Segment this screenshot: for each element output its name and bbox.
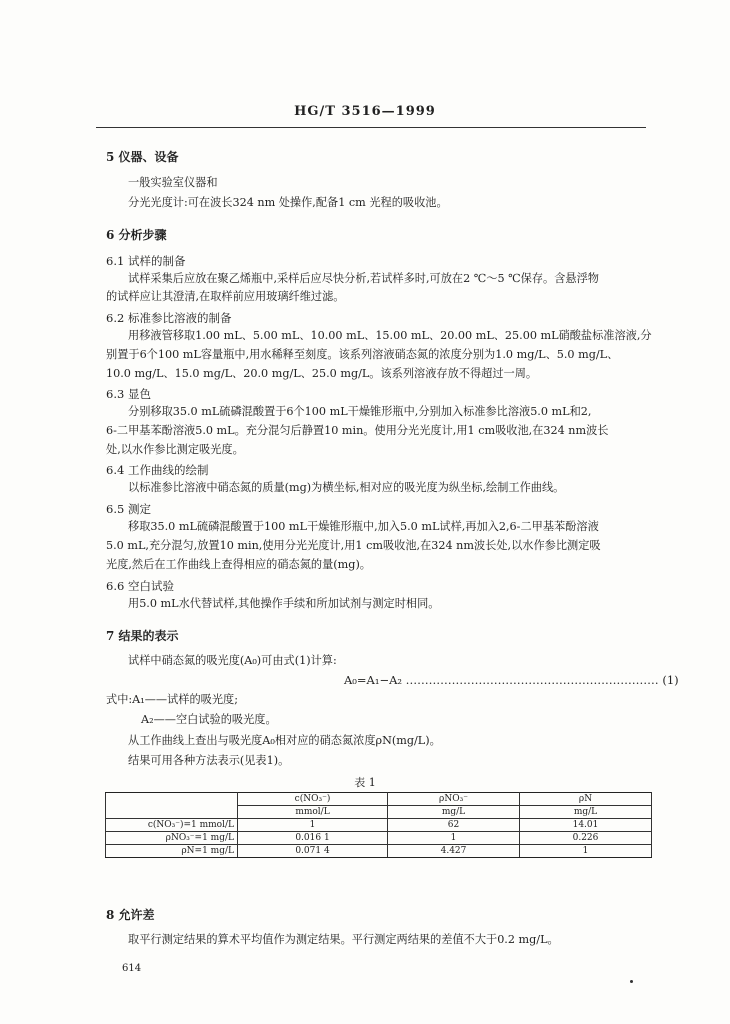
section-5-text-2: 分光光度计:可在波长324 nm 处操作,配备1 cm 光程的吸收池。 xyxy=(128,196,448,209)
header-rule xyxy=(96,127,646,128)
table-row-header: ρNO₃⁻=1 mg/L xyxy=(106,832,238,845)
section-7-line-2: 从工作曲线上查出与吸光度A₀相对应的硝态氮浓度ρN(mg/L)。 xyxy=(128,734,441,747)
section-7-line-1: 试样中硝态氮的吸光度(A₀)可由式(1)计算: xyxy=(128,654,337,667)
table-row xyxy=(106,832,652,845)
table-row xyxy=(106,845,652,858)
section-6-2-line-2: 别置于6个100 mL容量瓶中,用水稀释至刻度。该系列溶液硝态氮的浓度分别为1.0 mg/L、5.0 mg/L、 xyxy=(106,348,619,361)
section-7-line-3: 结果可用各种方法表示(见表1)。 xyxy=(128,754,290,767)
section-7-title: 7 结果的表示 xyxy=(106,629,179,643)
section-6-6-title: 6.6 空白试验 xyxy=(106,579,174,593)
formula-1: A₀=A₁−A₂ ………………………………………………………… (1) xyxy=(344,673,679,687)
table-cell: 62 xyxy=(388,819,520,832)
table-cell: 0.226 xyxy=(520,832,652,845)
table-header-row-1 xyxy=(106,793,652,806)
section-6-4-title: 6.4 工作曲线的绘制 xyxy=(106,463,209,477)
section-6-3-line-1: 分别移取35.0 mL硫磷混酸置于6个100 mL干燥锥形瓶中,分别加入标准参比溶液5.0 mL和2, xyxy=(128,405,592,418)
section-6-3-title: 6.3 显色 xyxy=(106,387,151,401)
table-corner-cell xyxy=(106,793,238,819)
section-6-title: 6 分析步骤 xyxy=(106,228,167,242)
table-cell: 0.071 4 xyxy=(238,845,388,858)
table-unit-cell: mg/L xyxy=(388,806,520,819)
table-header-cell: ρNO₃⁻ xyxy=(388,793,520,806)
table-cell: 0.016 1 xyxy=(238,832,388,845)
table-unit-cell: mmol/L xyxy=(238,806,388,819)
section-6-5-line-2: 5.0 mL,充分混匀,放置10 min,使用分光光度计,用1 cm吸收池,在324 nm波长处,以水作参比测定吸 xyxy=(106,539,601,552)
section-6-4-line-1: 以标准参比溶液中硝态氮的质量(mg)为横坐标,相对应的吸光度为纵坐标,绘制工作曲线。 xyxy=(128,481,565,494)
table-cell: 14.01 xyxy=(520,819,652,832)
section-6-5-line-3: 光度,然后在工作曲线上查得相应的硝态氮的量(mg)。 xyxy=(106,558,371,571)
table-cell: 1 xyxy=(238,819,388,832)
section-6-3-line-3: 处,以水作参比测定吸光度。 xyxy=(106,443,244,456)
table-row-header: c(NO₃⁻)=1 mmol/L xyxy=(106,819,238,832)
table-row xyxy=(106,819,652,832)
section-6-1-line-2: 的试样应让其澄清,在取样前应用玻璃纤维过滤。 xyxy=(106,290,345,303)
where-a1: 式中:A₁——试样的吸光度; xyxy=(106,693,238,706)
where-a2: A₂——空白试验的吸光度。 xyxy=(141,713,277,726)
section-6-1-title: 6.1 试样的制备 xyxy=(106,254,186,268)
table-header-cell: ρN xyxy=(520,793,652,806)
page-header: HG/T 3516—1999 xyxy=(294,104,436,119)
section-5-title: 5 仪器、设备 xyxy=(106,150,179,164)
section-8-line-1: 取平行测定结果的算术平均值作为测定结果。平行测定两结果的差值不大于0.2 mg/L。 xyxy=(128,933,559,946)
table-row-header: ρN=1 mg/L xyxy=(106,845,238,858)
page-number: 614 xyxy=(122,963,142,974)
scan-speck xyxy=(630,980,633,983)
section-5-text-1: 一般实验室仪器和 xyxy=(128,176,218,189)
section-8-title: 8 允许差 xyxy=(106,908,155,922)
conversion-table xyxy=(105,792,652,858)
table-header-cell: c(NO₃⁻) xyxy=(238,793,388,806)
table-cell: 1 xyxy=(520,845,652,858)
table-cell: 1 xyxy=(388,832,520,845)
section-6-2-title: 6.2 标准参比溶液的制备 xyxy=(106,311,232,325)
table-unit-cell: mg/L xyxy=(520,806,652,819)
section-6-6-line-1: 用5.0 mL水代替试样,其他操作手续和所加试剂与测定时相同。 xyxy=(128,597,440,610)
section-6-3-line-2: 6-二甲基苯酚溶液5.0 mL。充分混匀后静置10 min。使用分光光度计,用1 cm吸收池,在324 nm波长 xyxy=(106,424,609,437)
table-cell: 4.427 xyxy=(388,845,520,858)
table-caption: 表 1 xyxy=(354,776,376,789)
section-6-1-line-1: 试样采集后应放在聚乙烯瓶中,采样后应尽快分析,若试样多时,可放在2 ℃～5 ℃保存。含悬浮物 xyxy=(128,272,599,285)
section-6-5-title: 6.5 测定 xyxy=(106,502,151,516)
section-6-2-line-1: 用移液管移取1.00 mL、5.00 mL、10.00 mL、15.00 mL、20.00 mL、25.00 mL硝酸盐标准溶液,分 xyxy=(128,329,652,342)
section-6-2-line-3: 10.0 mg/L、15.0 mg/L、20.0 mg/L、25.0 mg/L。该系列溶液存放不得超过一周。 xyxy=(106,367,538,380)
section-6-5-line-1: 移取35.0 mL硫磷混酸置于100 mL干燥锥形瓶中,加入5.0 mL试样,再加入2,6-二甲基苯酚溶液 xyxy=(128,520,599,533)
